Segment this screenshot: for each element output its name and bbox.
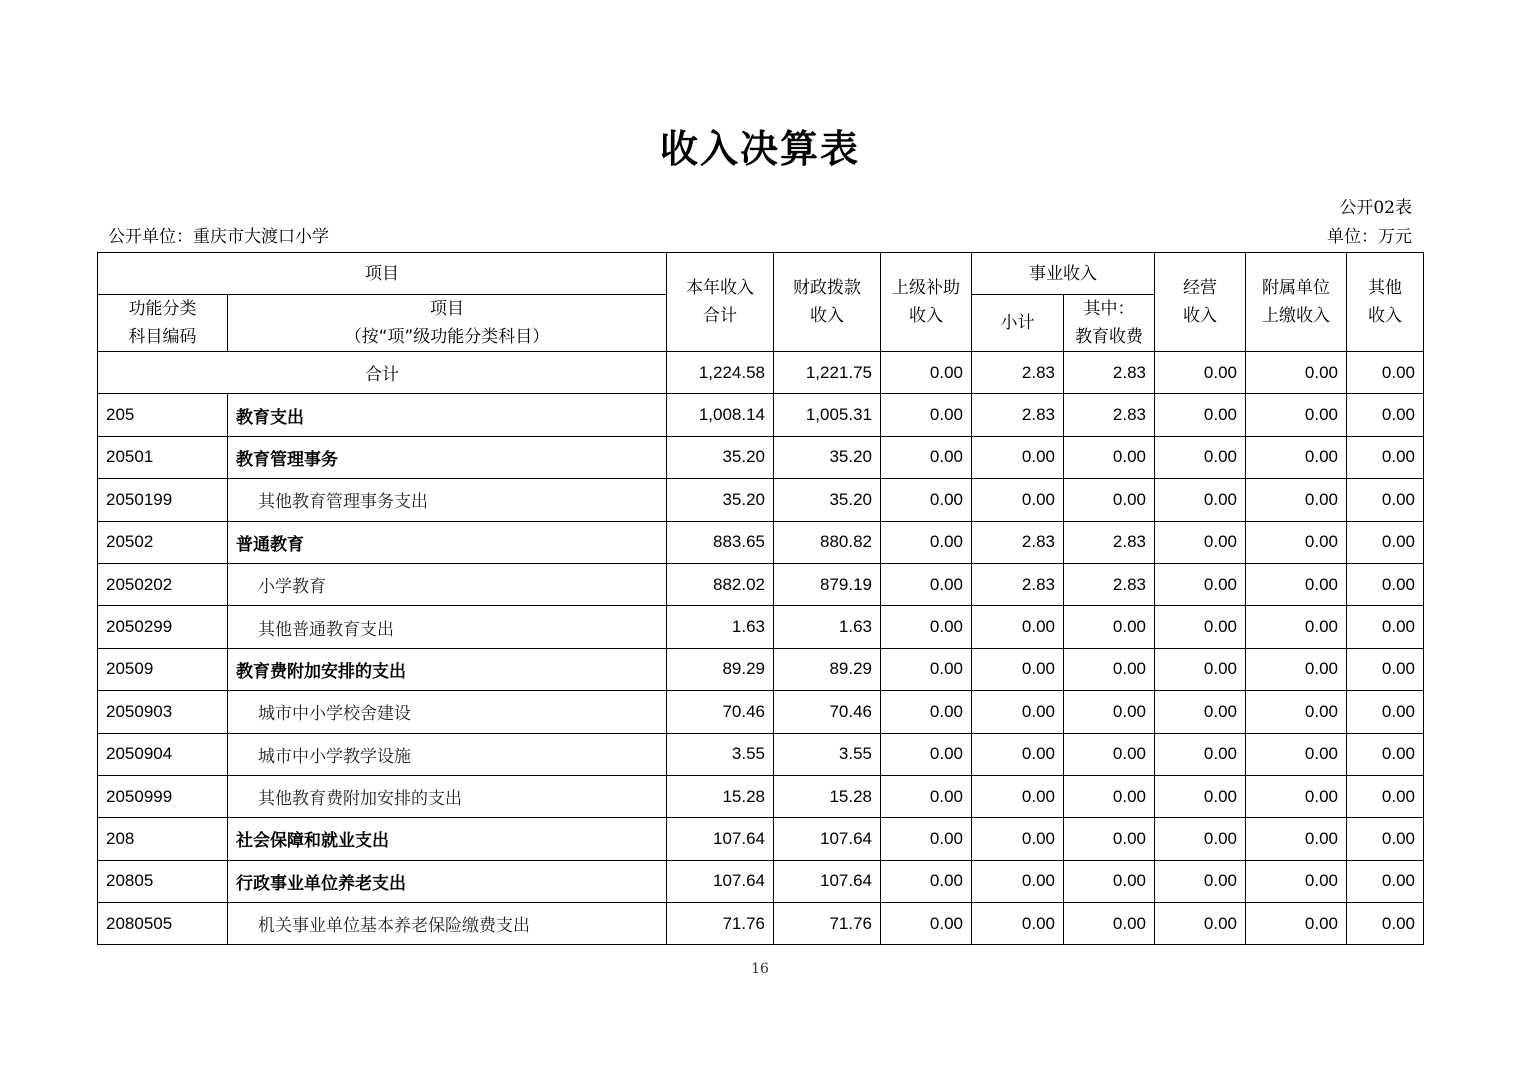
- row-value: 0.00: [1246, 775, 1347, 817]
- header-total-income: 本年收入 合计: [667, 253, 774, 352]
- table-row: [98, 563, 1424, 605]
- row-value: 0.00: [1064, 691, 1155, 733]
- row-value: 107.64: [774, 818, 881, 860]
- total-cell: 2.83: [972, 352, 1064, 394]
- row-value: 0.00: [1347, 903, 1424, 945]
- row-value: 0.00: [1155, 818, 1246, 860]
- header-career-education-fee: 其中： 教育收费: [1064, 295, 1155, 352]
- row-value: 0.00: [1064, 648, 1155, 690]
- row-value: 0.00: [881, 394, 972, 436]
- row-value: 0.00: [1246, 436, 1347, 478]
- row-value: 0.00: [972, 775, 1064, 817]
- row-value: 89.29: [667, 648, 774, 690]
- row-value: 0.00: [1155, 563, 1246, 605]
- row-value: 2.83: [972, 563, 1064, 605]
- total-cell: 0.00: [1246, 352, 1347, 394]
- row-value: 0.00: [972, 860, 1064, 902]
- row-code: 20501: [98, 436, 228, 478]
- row-name: 小学教育: [228, 563, 667, 605]
- row-value: 0.00: [1246, 648, 1347, 690]
- row-value: 71.76: [774, 903, 881, 945]
- row-code: 208: [98, 818, 228, 860]
- row-code: 2050999: [98, 775, 228, 817]
- row-value: 880.82: [774, 521, 881, 563]
- page-number: 16: [751, 961, 769, 977]
- row-value: 0.00: [972, 648, 1064, 690]
- row-value: 0.00: [881, 479, 972, 521]
- row-value: 0.00: [972, 903, 1064, 945]
- row-value: 0.00: [1246, 563, 1347, 605]
- row-name: 教育费附加安排的支出: [228, 648, 667, 690]
- table-row: [98, 818, 1424, 860]
- table-row: [98, 733, 1424, 775]
- total-row: [98, 352, 1424, 394]
- row-value: 0.00: [1155, 648, 1246, 690]
- row-value: 0.00: [1246, 521, 1347, 563]
- row-value: 70.46: [667, 691, 774, 733]
- table-header: [98, 253, 1424, 352]
- table-row: [98, 521, 1424, 563]
- row-name: 其他教育管理事务支出: [228, 479, 667, 521]
- row-value: 89.29: [774, 648, 881, 690]
- header-fiscal-appropriation: 财政拨款 收入: [774, 253, 881, 352]
- row-value: 1.63: [667, 606, 774, 648]
- row-value: 0.00: [1347, 394, 1424, 436]
- row-value: 35.20: [774, 479, 881, 521]
- row-code: 2080505: [98, 903, 228, 945]
- total-cell: 0.00: [881, 352, 972, 394]
- row-value: 883.65: [667, 521, 774, 563]
- row-value: 0.00: [1347, 606, 1424, 648]
- row-value: 71.76: [667, 903, 774, 945]
- total-cell: 1,224.58: [667, 352, 774, 394]
- row-value: 107.64: [667, 860, 774, 902]
- row-name: 行政事业单位养老支出: [228, 860, 667, 902]
- row-value: 0.00: [1246, 903, 1347, 945]
- row-name: 城市中小学教学设施: [228, 733, 667, 775]
- row-name: 社会保障和就业支出: [228, 818, 667, 860]
- header-name: 项目 （按“项”级功能分类科目）: [228, 295, 667, 352]
- row-value: 0.00: [972, 606, 1064, 648]
- row-value: 0.00: [881, 606, 972, 648]
- table-row: [98, 903, 1424, 945]
- total-cell: 0.00: [1155, 352, 1246, 394]
- row-value: 0.00: [972, 479, 1064, 521]
- row-code: 20509: [98, 648, 228, 690]
- row-name: 教育支出: [228, 394, 667, 436]
- page-title: 收入决算表: [659, 127, 860, 171]
- row-value: 3.55: [667, 733, 774, 775]
- row-value: 879.19: [774, 563, 881, 605]
- row-value: 1,008.14: [667, 394, 774, 436]
- form-number: 公开02表: [1339, 198, 1412, 218]
- total-cell: 2.83: [1064, 352, 1155, 394]
- row-name: 教育管理事务: [228, 436, 667, 478]
- row-value: 0.00: [1064, 860, 1155, 902]
- row-value: 0.00: [1155, 436, 1246, 478]
- row-value: 0.00: [1155, 733, 1246, 775]
- row-value: 0.00: [1246, 606, 1347, 648]
- row-value: 2.83: [1064, 521, 1155, 563]
- row-value: 0.00: [1347, 691, 1424, 733]
- row-value: 0.00: [1064, 818, 1155, 860]
- row-code: 2050299: [98, 606, 228, 648]
- row-value: 1,005.31: [774, 394, 881, 436]
- row-value: 0.00: [881, 903, 972, 945]
- currency-unit: 单位：万元: [1327, 227, 1412, 247]
- reporting-unit: 公开单位：重庆市大渡口小学: [108, 227, 329, 247]
- row-code: 20805: [98, 860, 228, 902]
- row-code: 2050199: [98, 479, 228, 521]
- row-value: 35.20: [667, 479, 774, 521]
- table-row: [98, 606, 1424, 648]
- row-value: 0.00: [1347, 521, 1424, 563]
- row-value: 0.00: [881, 775, 972, 817]
- table-row: [98, 436, 1424, 478]
- row-value: 0.00: [1155, 394, 1246, 436]
- table-row: [98, 691, 1424, 733]
- row-value: 0.00: [1246, 818, 1347, 860]
- row-name: 其他教育费附加安排的支出: [228, 775, 667, 817]
- row-value: 0.00: [1155, 860, 1246, 902]
- row-value: 0.00: [1347, 818, 1424, 860]
- row-value: 0.00: [881, 648, 972, 690]
- row-value: 0.00: [1347, 436, 1424, 478]
- row-value: 0.00: [1246, 394, 1347, 436]
- row-name: 机关事业单位基本养老保险缴费支出: [228, 903, 667, 945]
- row-value: 0.00: [972, 818, 1064, 860]
- row-value: 0.00: [1246, 691, 1347, 733]
- row-name: 其他普通教育支出: [228, 606, 667, 648]
- header-career-subtotal: 小计: [972, 295, 1064, 352]
- row-value: 35.20: [774, 436, 881, 478]
- income-statement-table: [97, 252, 1424, 945]
- row-value: 0.00: [972, 691, 1064, 733]
- header-career-income: 事业收入: [972, 253, 1155, 295]
- row-value: 882.02: [667, 563, 774, 605]
- header-other-income: 其他 收入: [1347, 253, 1424, 352]
- row-value: 0.00: [1347, 775, 1424, 817]
- row-value: 0.00: [881, 691, 972, 733]
- row-code: 205: [98, 394, 228, 436]
- row-value: 0.00: [1155, 903, 1246, 945]
- row-value: 1.63: [774, 606, 881, 648]
- table-row: [98, 775, 1424, 817]
- total-cell: 1,221.75: [774, 352, 881, 394]
- row-value: 0.00: [881, 521, 972, 563]
- row-value: 0.00: [881, 563, 972, 605]
- row-value: 0.00: [1246, 479, 1347, 521]
- row-value: 0.00: [881, 436, 972, 478]
- row-value: 0.00: [1155, 775, 1246, 817]
- total-label: 合计: [98, 352, 667, 394]
- row-value: 0.00: [1155, 479, 1246, 521]
- row-value: 0.00: [1347, 479, 1424, 521]
- row-value: 3.55: [774, 733, 881, 775]
- header-code: 功能分类 科目编码: [98, 295, 228, 352]
- row-value: 107.64: [667, 818, 774, 860]
- row-code: 20502: [98, 521, 228, 563]
- row-value: 0.00: [1155, 521, 1246, 563]
- row-value: 0.00: [1347, 860, 1424, 902]
- row-name: 城市中小学校舍建设: [228, 691, 667, 733]
- row-value: 2.83: [1064, 563, 1155, 605]
- row-value: 70.46: [774, 691, 881, 733]
- row-value: 15.28: [774, 775, 881, 817]
- row-value: 0.00: [1064, 606, 1155, 648]
- row-value: 0.00: [881, 733, 972, 775]
- header-superior-subsidy: 上级补助 收入: [881, 253, 972, 352]
- row-value: 0.00: [972, 733, 1064, 775]
- header-item: 项目: [98, 253, 667, 295]
- row-value: 15.28: [667, 775, 774, 817]
- total-cell: 0.00: [1347, 352, 1424, 394]
- table-row: [98, 860, 1424, 902]
- table-body: [98, 352, 1424, 945]
- row-value: 0.00: [972, 436, 1064, 478]
- table-row: [98, 479, 1424, 521]
- row-value: 0.00: [1064, 436, 1155, 478]
- row-code: 2050904: [98, 733, 228, 775]
- row-code: 2050903: [98, 691, 228, 733]
- row-value: 0.00: [1246, 860, 1347, 902]
- header-affiliate-income: 附属单位 上缴收入: [1246, 253, 1347, 352]
- row-value: 0.00: [1064, 733, 1155, 775]
- row-value: 0.00: [1246, 733, 1347, 775]
- row-value: 0.00: [1064, 903, 1155, 945]
- row-value: 2.83: [972, 394, 1064, 436]
- row-value: 0.00: [1155, 606, 1246, 648]
- row-value: 0.00: [1347, 563, 1424, 605]
- row-value: 2.83: [1064, 394, 1155, 436]
- row-value: 35.20: [667, 436, 774, 478]
- row-code: 2050202: [98, 563, 228, 605]
- table-row: [98, 648, 1424, 690]
- row-value: 0.00: [881, 818, 972, 860]
- row-value: 0.00: [1064, 479, 1155, 521]
- row-value: 107.64: [774, 860, 881, 902]
- row-name: 普通教育: [228, 521, 667, 563]
- row-value: 0.00: [1347, 733, 1424, 775]
- row-value: 0.00: [1347, 648, 1424, 690]
- table-row: [98, 394, 1424, 436]
- row-value: 0.00: [881, 860, 972, 902]
- header-business-income: 经营 收入: [1155, 253, 1246, 352]
- row-value: 2.83: [972, 521, 1064, 563]
- row-value: 0.00: [1155, 691, 1246, 733]
- row-value: 0.00: [1064, 775, 1155, 817]
